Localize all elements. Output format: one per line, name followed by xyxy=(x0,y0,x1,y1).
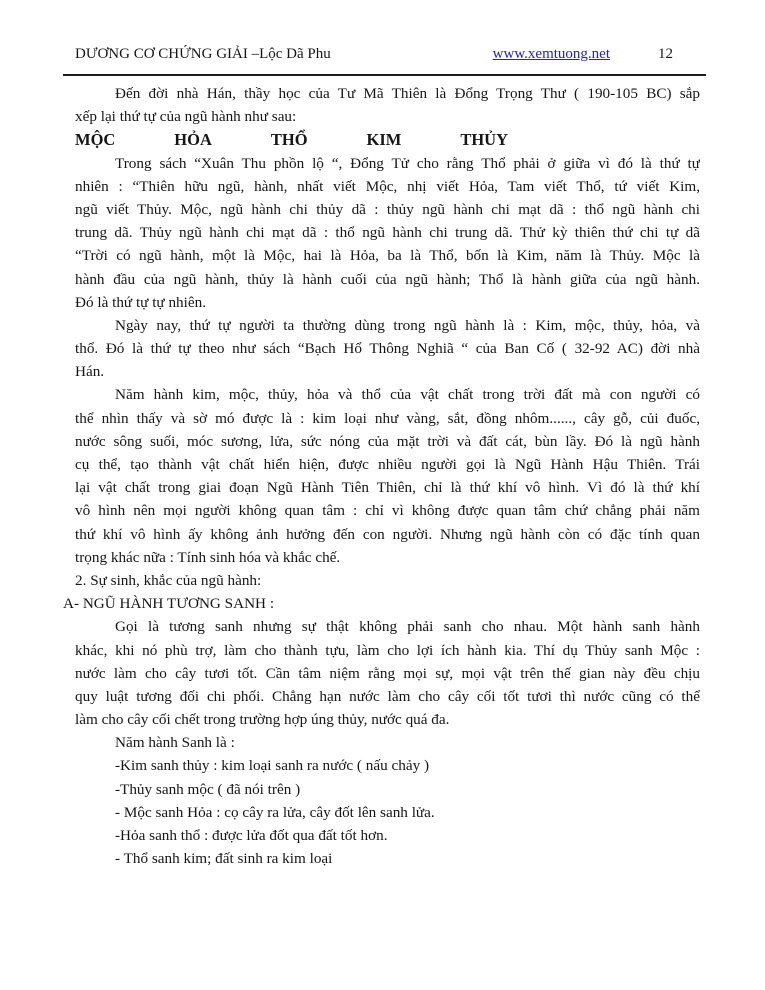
heading-word: KIM xyxy=(366,130,402,150)
text-line: thứ khí vô hình ấy không ảnh hưởng đến con người. Nhưng ngũ hành còn có đặc tính quan xyxy=(75,525,700,543)
text-line: -Thủy sanh mộc ( đã nói trên ) xyxy=(115,780,301,798)
five-elements-heading xyxy=(75,128,508,151)
text-line: 2. Sự sinh, khắc của ngũ hành: xyxy=(75,571,262,589)
heading-word: THỦY xyxy=(460,130,508,150)
text-line: trung dã. Thủy ngũ hành chi mạt dã : thổ ngũ hành chi trung dã. Thử kỳ thiên thứ chi tự dã xyxy=(75,224,700,242)
text-line: -Hỏa sanh thổ : được lửa đốt qua đất tốt hơn. xyxy=(115,827,388,844)
text-line: làm cho cây cối chết trong trường hợp úng thủy, nước quá đa. xyxy=(75,711,450,729)
heading-word: THỔ xyxy=(270,130,308,150)
text-line: vô hình nên mọi người không quan tâm : chỉ vì không được quan tâm chứ chẳng phải năm xyxy=(75,502,700,520)
text-line: Hán. xyxy=(75,363,105,381)
text-line: Gọi là tương sanh nhưng sự thật không phải sanh cho nhau. Một hành sanh hành xyxy=(115,618,700,636)
text-line: Ngày nay, thứ tự người ta thường dùng trong ngũ hành là : Kim, mộc, thủy, hỏa, và xyxy=(115,316,700,334)
text-line: hành đầu của ngũ hành, thủy là hành cuối của ngũ hành; Thổ là hành giữa của ngũ hành. xyxy=(75,270,700,288)
text-line: Trong sách “Xuân Thu phồn lộ “, Đổng Tử cho rằng Thổ phải ở giữa vì đó là thứ tự xyxy=(115,154,700,172)
text-line: ngũ viết Thủy. Mộc, ngũ hành chi thủy dã : thủy ngũ hành chi mạt dã : thổ ngũ hành chi xyxy=(75,200,700,218)
website-link[interactable]: www.xemtuong.net xyxy=(492,46,610,62)
text-line: nước làm cho cây tươi tốt. Cần tâm niệm rằng mọi sự, mọi vật trên thế gian này đều chịu xyxy=(75,664,700,682)
text-line: nước sông suối, móc sương, lửa, sức nóng của mặt trời và đất cát, bùn lầy. Đó là ngũ hành xyxy=(75,432,700,450)
text-line: trọng khác nữa : Tính sinh hóa và khắc chế. xyxy=(75,548,341,566)
page-header xyxy=(75,44,673,64)
text-line: quy luật tương đối chi phối. Chẳng hạn nước làm cho cây cối tốt tươi thì nước cũng có thể xyxy=(75,687,700,705)
text-line: lại vật chất trong giai đoạn Ngũ Hành Tiên Thiên, chỉ là thứ khí vô hình. Vì đó là thứ khí xyxy=(75,479,700,497)
text-line: - Mộc sanh Hỏa : cọ cây ra lửa, cây đốt lên sanh lửa. xyxy=(115,803,435,821)
page-number: 12 xyxy=(658,46,673,62)
text-line: nhiên : “Thiên hữu ngũ, hành, nhất viết Mộc, nhị viết Hỏa, Tam viết Thổ, tứ viết Kim, xyxy=(75,177,700,195)
heading-word: HỎA xyxy=(174,130,212,150)
text-line: thổ. Đó là thứ tự theo như sách “Bạch Hổ Thông Nghiã “ của Ban Cố ( 32-92 AC) đời nhà xyxy=(75,340,700,358)
document-body xyxy=(63,82,700,870)
text-line: cụ thể, tạo thành vật chất hiển hiện, được nhiều người gọi là Ngũ Hành Hậu Thiên. Trái xyxy=(75,456,700,473)
text-line: thể nhìn thấy và sờ mó được là : kim loại như vàng, sắt, đồng nhôm......, cây gỗ, củi đuốc, xyxy=(75,409,700,427)
text-line: xếp lại thứ tự của ngũ hành như sau: xyxy=(75,108,297,126)
text-line: “Trời có ngũ hành, một là Mộc, hai là Hỏa, ba là Thổ, bốn là Kim, năm là Thủy. Mộc là xyxy=(75,247,700,265)
heading-word: MỘC xyxy=(75,130,116,150)
text-line: khác, khi nó phù trợ, làm cho thành tựu, làm cho lợi ích hành kia. Thí dụ Thủy sanh Mộc : xyxy=(75,641,700,659)
text-line: Đó là thứ tự tự nhiên. xyxy=(75,293,206,311)
document-title: DƯƠNG CƠ CHỨNG GIẢI –Lộc Dã Phu xyxy=(75,46,331,62)
text-line: Năm hành Sanh là : xyxy=(115,734,235,752)
text-line: -Kim sanh thủy : kim loại sanh ra nước ( nấu chảy ) xyxy=(115,757,430,775)
text-line: - Thổ sanh kim; đất sinh ra kim loại xyxy=(115,850,333,868)
text-line: Đến đời nhà Hán, thầy học của Tư Mã Thiên là Đổng Trọng Thư ( 190-105 BC) sắp xyxy=(115,85,700,102)
text-line: A- NGŨ HÀNH TƯƠNG SANH : xyxy=(63,595,275,613)
text-line: Năm hành kim, mộc, thủy, hỏa và thổ của vật chất trong trời đất mà con người có xyxy=(115,386,700,404)
header-divider xyxy=(63,74,706,76)
